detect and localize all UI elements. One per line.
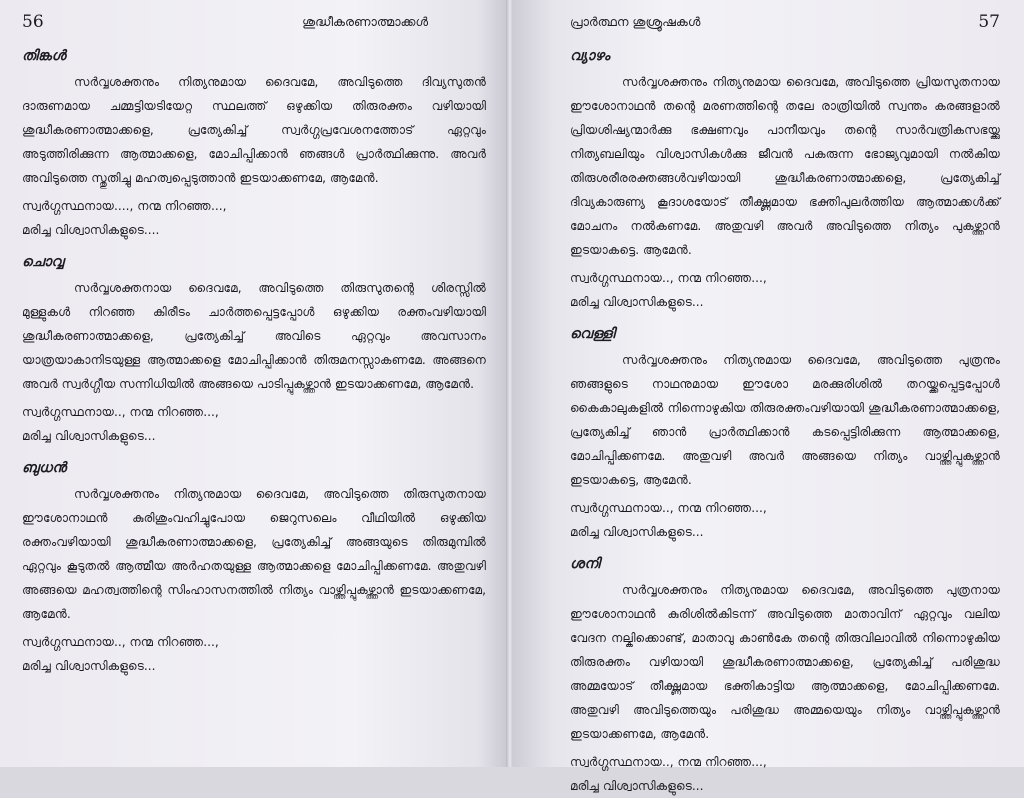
response-line: മരിച്ച വിശ്വാസികളുടെ... xyxy=(22,659,156,673)
section-saturday xyxy=(570,556,1000,798)
left-running-title: ശുദ്ധീകരണാത്മാക്കൾ xyxy=(302,14,428,29)
prayer-text: സർവ്വശക്തനും നിത്യനുമായ ദൈവമേ, അവിടുത്തെ പ്രിയസുതനായ ഈശോനാഥൻ തന്റെ മരണത്തിന്റെ തലേ രാത്രിയിൽ സ്വന്തം കരങ്ങളാൽ പ്രിയശിഷ്യന്മാർക്കു ഭക്ഷണവും പാനീയവും തന്റെ സാർവത്രികസഭയ്ക്കു നിത്യബലിയും വിശ്വാസികൾക്കു ജീവൻ പകരുന്ന ഭോജ്യവുമായി നൽകിയ തിരുശരീരരക്തങ്ങൾവഴിയായി ശുദ്ധീകരണാത്മാക്കളെ, പ്രത്യേകിച്ച് ദിവ്യകാരുണ്യ കൂദാശയോട് തീക്ഷ്ണമായ ഭക്തിപുലർത്തിയ ആത്മാക്കൾക്ക് മോചനം നൽകണമേ. അതുവഴി അവർ അവിടുത്തെ നിത്യം പുകഴ്ത്താൻ ഇടയാകട്ടെ. ആമേൻ. xyxy=(570,75,1000,257)
response-line: മരിച്ച വിശ്വാസികളുടെ... xyxy=(22,429,156,443)
right-running-head xyxy=(570,12,1000,36)
response-line: മരിച്ച വിശ്വാസികളുടെ.... xyxy=(22,223,160,237)
response-line: സ്വർഗ്ഗസ്ഥനായ.., നന്മ നിറഞ്ഞ..., xyxy=(22,635,219,649)
section-heading: ബുധൻ xyxy=(22,460,67,476)
response-line: സ്വർഗ്ഗസ്ഥനായ.., നന്മ നിറഞ്ഞ..., xyxy=(570,755,767,769)
section-heading: തിങ്കൾ xyxy=(22,48,66,64)
right-running-title: പ്രാർത്ഥന ശുശ്രൂഷകൾ xyxy=(570,14,701,29)
right-page-number: 57 xyxy=(978,12,1000,32)
section-heading: വെള്ളി xyxy=(570,326,616,342)
section-friday xyxy=(570,326,1000,544)
response-line: മരിച്ച വിശ്വാസികളുടെ... xyxy=(570,779,704,793)
response-line: മരിച്ച വിശ്വാസികളുടെ... xyxy=(570,295,704,309)
response-line: സ്വർഗ്ഗസ്ഥനായ...., നന്മ നിറഞ്ഞ..., xyxy=(22,199,227,213)
section-tuesday xyxy=(22,254,486,448)
prayer-text: സർവ്വശക്തനും നിത്യനുമായ ദൈവമേ, അവിടുത്തെ പുത്രനും ഞങ്ങളുടെ നാഥനുമായ ഈശോ മരക്കുരിശിൽ തറയ്ക്കപ്പെട്ടപ്പോൾ കൈകാലുകളിൽ നിന്നൊഴുകിയ തിരുരക്തംവഴിയായി ശുദ്ധീകരണാത്മാക്കളെ, പ്രത്യേകിച്ച് ഞാൻ പ്രാർത്ഥിക്കാൻ കടപ്പെട്ടിരിക്കുന്ന ആത്മാക്കളെ, മോചിപ്പിക്കണമേ. അതുവഴി അവർ അങ്ങയെ നിത്യം വാഴ്ത്തിപ്പുകഴ്ത്താൻ ഇടയാകട്ടെ, ആമേൻ. xyxy=(570,353,1000,487)
left-running-head xyxy=(22,12,486,36)
prayer-text: സർവ്വശക്തനായ ദൈവമേ, അവിടുത്തെ തിരുസുതന്റെ ശിരസ്സിൽ മുള്ളുകൾ നിറഞ്ഞ കിരീടം ചാർത്തപ്പെട്ടപ്പോൾ ഒഴുക്കിയ രക്തംവഴിയായി ശുദ്ധീകരണാത്മാക്കളെ, പ്രത്യേകിച്ച് അവിടെ ഏറ്റവും അവസാനം യാത്രയാകാനിടയുള്ള ആത്മാക്കളെ മോചിപ്പിക്കാൻ തിരുമനസ്സാകണമേ. അങ്ങനെ അവർ സ്വർഗ്ഗീയ സന്നിധിയിൽ അങ്ങയെ പാടിപ്പുകഴ്ത്താൻ ഇടയാക്കണമേ, ആമേൻ. xyxy=(22,281,486,391)
prayer-text: സർവ്വശക്തനും നിത്യനുമായ ദൈവമേ, അവിടുത്തെ തിരുസുതനായ ഈശോനാഥൻ കുരിശുംവഹിച്ചുപോയ ജെറുസലെം വീഥിയിൽ ഒഴുക്കിയ രക്തംവഴിയായി ശുദ്ധീകരണാത്മാക്കളെ, പ്രത്യേകിച്ച് അങ്ങയുടെ തിരുമുമ്പിൽ ഏറ്റവും കൂടുതൽ ആത്മീയ അർഹതയുള്ള ആത്മാക്കളെ മോചിപ്പിക്കണമേ. അതുവഴി അങ്ങയെ മഹത്വത്തിന്റെ സിംഹാസനത്തിൽ നിത്യം വാഴ്ത്തിപ്പുകഴ്ത്താൻ ഇടയാക്കണമേ, ആമേൻ. xyxy=(22,487,486,621)
left-page-number: 56 xyxy=(22,12,44,32)
response-line: സ്വർഗ്ഗസ്ഥനായ.., നന്മ നിറഞ്ഞ..., xyxy=(570,501,767,515)
response-line: മരിച്ച വിശ്വാസികളുടെ... xyxy=(570,525,704,539)
section-heading: ശനി xyxy=(570,556,600,572)
section-thursday xyxy=(570,48,1000,314)
response-line: സ്വർഗ്ഗസ്ഥനായ.., നന്മ നിറഞ്ഞ..., xyxy=(570,271,767,285)
prayer-text: സർവ്വശക്തനും നിത്യനുമായ ദൈവമേ, അവിടുത്തെ ദിവ്യസുതൻ ദാരുണമായ ചമ്മട്ടിയടിയേറ്റ സ്ഥലത്ത് ഒഴുക്കിയ തിരുരക്തം വഴിയായി ശുദ്ധീകരണാത്മാക്കളെ, പ്രത്യേകിച്ച് സ്വർഗ്ഗപ്രവേശനത്തോട് ഏറ്റവും അടുത്തിരിക്കുന്ന ആത്മാക്കളെ, മോചിപ്പിക്കാൻ ഞങ്ങൾ പ്രാർത്ഥിക്കുന്നു. അവർ അവിടുത്തെ സ്തുതിച്ചു മഹത്വപ്പെടുത്താൻ ഇടയാക്കണമേ, ആമേൻ. xyxy=(22,75,486,185)
prayer-text: സർവ്വശക്തനും നിത്യനുമായ ദൈവമേ, അവിടുത്തെ പുത്രനായ ഈശോനാഥൻ കുരിശിൽകിടന്ന് അവിടുത്തെ മാതാവിന് ഏറ്റവും വലിയ വേദന നല്കിക്കൊണ്ട്, മാതാവു കാൺകേ തന്റെ തിരുവിലാവിൽ നിന്നൊഴുകിയ തിരുരക്തം വഴിയായി ശുദ്ധീകരണാത്മാക്കളെ, പ്രത്യേകിച്ച് പരിശുദ്ധ അമ്മയോട് തീക്ഷ്ണമായ ഭക്തികാട്ടിയ ആത്മാക്കളെ, മോചിപ്പിക്കണമേ. അതുവഴി അവിടുത്തെയും പരിശുദ്ധ അമ്മയെയും നിത്യം വാഴ്ത്തിപ്പുകഴ്ത്താൻ ഇടയാക്കണമേ, ആമേൻ. xyxy=(570,583,1000,741)
section-monday xyxy=(22,48,486,242)
section-heading: വ്യാഴം xyxy=(570,48,610,64)
section-heading: ചൊവ്വ xyxy=(22,254,64,270)
left-page xyxy=(0,0,508,767)
response-line: സ്വർഗ്ഗസ്ഥനായ.., നന്മ നിറഞ്ഞ..., xyxy=(22,405,219,419)
right-page xyxy=(512,0,1024,793)
section-wednesday xyxy=(22,460,486,678)
